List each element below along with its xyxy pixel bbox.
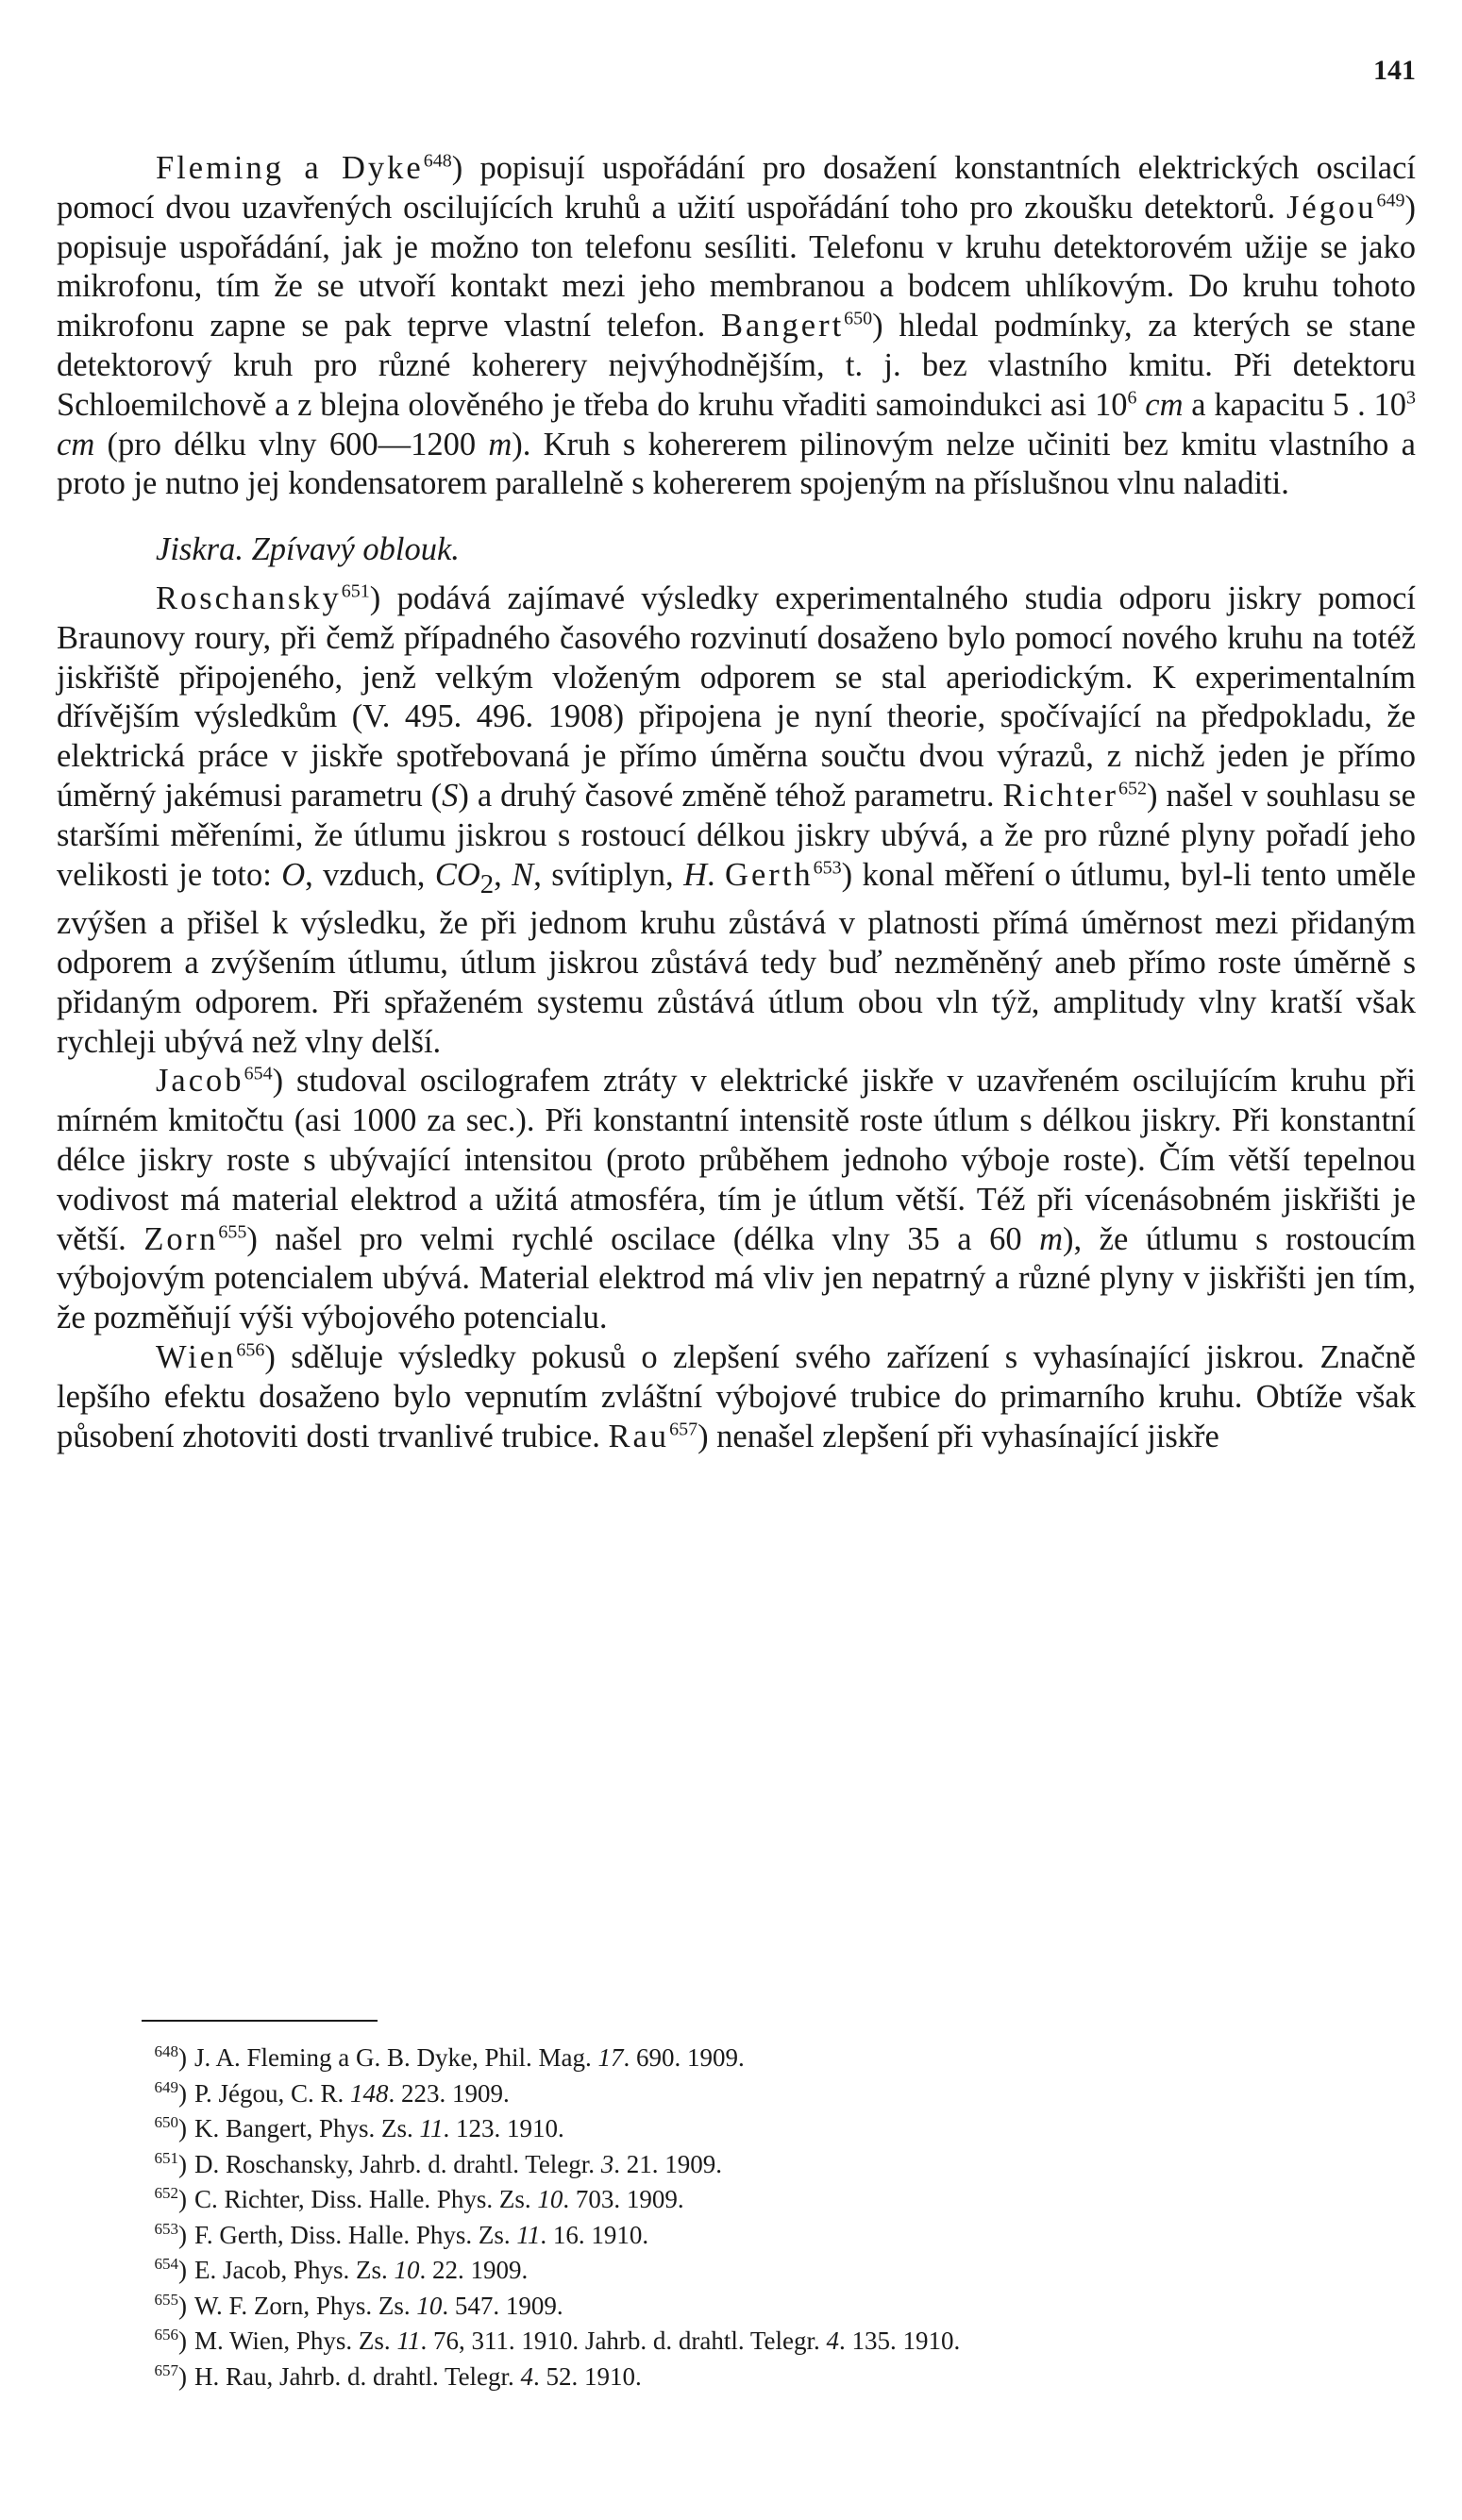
footnote-number: $^{656}$)	[154, 2326, 187, 2355]
paragraph: Jacob$^{654}$) studoval oscilografem ztráty v elektrické jiskře v uzavřeném oscilujícím kruhu při mírném kmitočtu (asi 1000 za sec.). Při konstantní intensitě roste útlum s délkou jiskry. Při konstantní délce jiskry roste s ubývající intensitou (proto průběhem jednoho výboje roste). Čím větší tepelnou vodivost má material elektrod a užitá atmosféra, tím je útlum větší. Též při vícenásobném jiskřišti je větší. Zorn$^{655}$) našel pro velmi rychlé oscilace (délka vlny 35 a 60 m), že útlumu s rostoucím výbojovým potencialem ubývá. Material elektrod má vliv jen nepatrný a různé plyny v jiskřišti jen tím, že pozměňují výši výbojového potencialu.	[57, 1063, 1417, 1336]
paragraph: Fleming a Dyke$^{648}$) popisují uspořádání pro dosažení konstantních elektrických oscilací pomocí dvou uzavřených oscilujících kruhů a užití uspořádání toho pro zkoušku detektorů. Jégou$^{649}$) popisuje uspořádání, jak je možno ton telefonu sesíliti. Telefonu v kruhu detektorovém užije se jako mikrofonu, tím že se utvoří kontakt mezi jeho membranou a bodcem uhlíkovým. Do kruhu tohoto mikrofonu zapne se pak teprve vlastní telefon. Bangert$^{650}$) hledal podmínky, za kterých se stane detektorový kruh pro různé koherery nejvýhodnějším, t. j. bez vlastního kmitu. Při detektoru Schloemilchově a z blejna olověného je třeba do kruhu vřaditi samoindukci asi $10^6$ cm a kapacitu 5 . $10^3$ cm (pro délku vlny 600—1200 m). Kruh s kohererem pilinovým nelze učiniti bez kmitu vlastního a proto je nutno jej kondensatorem parallelně s kohererem spojeným na příslušnou vlnu naladiti.	[57, 150, 1417, 502]
footnote-number: $^{652}$)	[154, 2184, 187, 2213]
footnote	[142, 2360, 1416, 2395]
footnote-number: $^{650}$)	[154, 2113, 187, 2142]
body-text	[57, 149, 1416, 1456]
footnote	[142, 2111, 1416, 2147]
footnote	[142, 2076, 1416, 2112]
footnote-text: P. Jégou, C. R. 148. 223. 1909.	[194, 2078, 510, 2108]
footnote	[142, 2324, 1416, 2360]
footnote-number: $^{657}$)	[154, 2360, 187, 2391]
footnote-number: $^{648}$)	[154, 2042, 187, 2072]
footnote	[142, 2182, 1416, 2218]
footnote-text: K. Bangert, Phys. Zs. 11. 123. 1910.	[194, 2114, 564, 2142]
page-number: 141	[1373, 55, 1416, 86]
footnote-text: D. Roschansky, Jahrb. d. drahtl. Telegr. 3. 21. 1909.	[194, 2149, 723, 2178]
footnote-number: $^{653}$)	[154, 2219, 187, 2249]
footnote-number: $^{651}$)	[154, 2148, 187, 2178]
footnote-divider	[142, 2020, 378, 2022]
footnote-text: J. A. Fleming a G. B. Dyke, Phil. Mag. 17. 690. 1909.	[194, 2043, 745, 2072]
paragraph: Roschansky$^{651}$) podává zajímavé výsledky experimentalného studia odporu jiskry pomocí Braunovy roury, při čemž případného časového rozvinutí dosaženo bylo pomocí nového kruhu na totéž jiskřiště připojeného, jenž velkým vloženým odporem se stal aperiodickým. K experimentalním dřívějším výsledkům (V. 495. 496. 1908) připojena je nyní theorie, spočívající na předpokladu, že elektrická práce v jiskře spotřebovaná je přímo úměrna součtu dvou výrazů, z nichž jeden je přímo úměrný jakémusi parametru (S) a druhý časové změně téhož parametru. Richter$^{652}$) našel v souhlasu se staršími měřeními, že útlumu jiskrou s rostoucí délkou jiskry ubývá, a že pro různé plyny pořadí jeho velikosti je toto: O, vzduch, $CO_2$, N, svítiplyn, H. Gerth$^{653}$) konal měření o útlumu, byl-li tento uměle zvýšen a přišel k výsledku, že při jednom kruhu zůstává v platnosti přímá úměrnost mezi přidaným odporem a zvýšením útlumu, útlum jiskrou zůstává tedy buď nezměněný aneb přímo roste úměrně s přidaným odporem. Při spřaženém systemu zůstává útlum obou vln týž, amplitudy vlny kratší však rychleji ubývá než vlny delší.	[57, 580, 1417, 1060]
section-heading: Jiskra. Zpívavý oblouk.	[156, 531, 460, 568]
footnote-text: H. Rau, Jahrb. d. drahtl. Telegr. 4. 52. 1910.	[194, 2361, 642, 2391]
footnote	[142, 2218, 1416, 2254]
paragraph: Wien$^{656}$) sděluje výsledky pokusů o zlepšení svého zařízení s vyhasínající jiskrou. Značně lepšího efektu dosaženo bylo vepnutím zvláštní výbojové trubice do primarního kruhu. Obtíže však působení zhotoviti dosti trvanlivé trubice. Rau$^{657}$) nenašel zlepšení při vyhasínající jiskře	[57, 1339, 1416, 1454]
footnote-text: E. Jacob, Phys. Zs. 10. 22. 1909.	[194, 2256, 529, 2284]
footnote	[142, 2147, 1416, 2183]
footnote-text: C. Richter, Diss. Halle. Phys. Zs. 10. 703. 1909.	[194, 2185, 684, 2213]
footnote-text: F. Gerth, Diss. Halle. Phys. Zs. 11. 16. 1910.	[194, 2220, 649, 2249]
footnote	[142, 2253, 1416, 2289]
footnote	[142, 2041, 1416, 2076]
footnotes	[142, 2041, 1416, 2394]
footnote-number: $^{654}$)	[154, 2255, 187, 2284]
footnote-number: $^{655}$)	[154, 2290, 187, 2320]
footnote-text: W. F. Zorn, Phys. Zs. 10. 547. 1909.	[194, 2291, 563, 2320]
footnote	[142, 2289, 1416, 2325]
footnote-number: $^{649}$)	[154, 2077, 187, 2108]
footnote-text: M. Wien, Phys. Zs. 11. 76, 311. 1910. Jahrb. d. drahtl. Telegr. 4. 135. 1910.	[194, 2327, 961, 2355]
